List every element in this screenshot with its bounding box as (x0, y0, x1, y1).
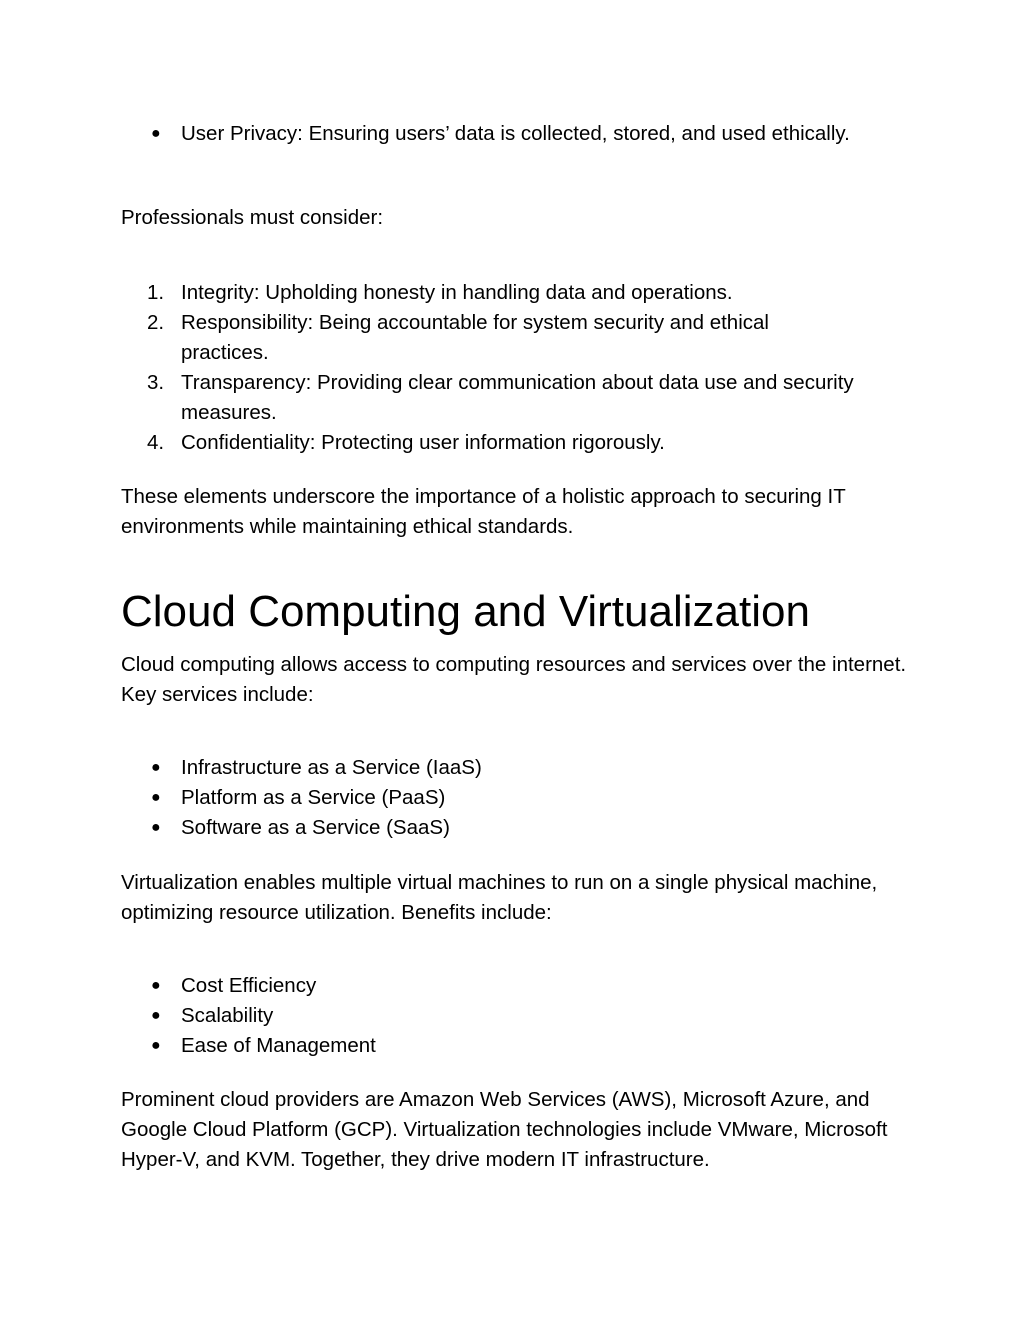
bullet-marker: ● (151, 789, 161, 806)
list-item (121, 278, 861, 308)
bullet-marker: ● (151, 977, 161, 994)
list-item (121, 119, 861, 149)
list-item (121, 1001, 861, 1031)
list-number: 3. (147, 371, 165, 394)
list-item-text: Ease of Management (181, 1034, 376, 1057)
list-item (121, 753, 861, 783)
section-heading: Cloud Computing and Virtualization (121, 587, 810, 636)
list-item (121, 813, 861, 843)
list-item-text: Responsibility: Being accountable for system security and ethical practices. (181, 311, 769, 364)
bullet-marker: ● (151, 1007, 161, 1024)
list-item (121, 1031, 861, 1061)
bullet-marker: ● (151, 759, 161, 776)
summary-paragraph: These elements underscore the importance of a holistic approach to securing IT environments while maintaining ethical standards. (121, 485, 846, 538)
list-item (121, 428, 861, 458)
list-item-text: Cost Efficiency (181, 974, 317, 997)
top-bullet-list (121, 119, 861, 149)
closing-paragraph: Prominent cloud providers are Amazon Web Services (AWS), Microsoft Azure, and Google Cloud Platform (GCP). Virtualization technologies include VMware, Microsoft Hyper-V, and KVM. Together, they drive modern IT infrastructure. (121, 1088, 888, 1171)
list-number: 2. (147, 311, 165, 334)
consider-numbered-list (121, 278, 861, 458)
list-item-text: Software as a Service (SaaS) (181, 816, 450, 839)
list-item-text: Confidentiality: Protecting user information rigorously. (181, 431, 665, 454)
list-item-text: Integrity: Upholding honesty in handling data and operations. (181, 281, 733, 304)
list-number: 4. (147, 431, 165, 454)
bullet-marker: ● (151, 1037, 161, 1054)
bullet-marker: ● (151, 125, 161, 142)
virtualization-paragraph: Virtualization enables multiple virtual machines to run on a single physical machine, optimizing resource utilization. Benefits include: (121, 871, 878, 924)
list-item (121, 368, 861, 428)
list-item (121, 783, 861, 813)
list-item-text: Scalability (181, 1004, 274, 1027)
cloud-intro-paragraph: Cloud computing allows access to computing resources and services over the internet. Key services include: (121, 653, 907, 706)
services-bullet-list (121, 753, 861, 843)
list-item-text: User Privacy: Ensuring users’ data is collected, stored, and used ethically. (181, 122, 850, 145)
list-item (121, 308, 861, 368)
bullet-marker: ● (151, 819, 161, 836)
benefits-bullet-list (121, 971, 861, 1061)
list-item-text: Infrastructure as a Service (IaaS) (181, 756, 482, 779)
consider-intro: Professionals must consider: (121, 206, 384, 229)
list-number: 1. (147, 281, 165, 304)
list-item (121, 971, 861, 1001)
list-item-text: Transparency: Providing clear communication about data use and security measures. (181, 371, 854, 424)
list-item-text: Platform as a Service (PaaS) (181, 786, 446, 809)
